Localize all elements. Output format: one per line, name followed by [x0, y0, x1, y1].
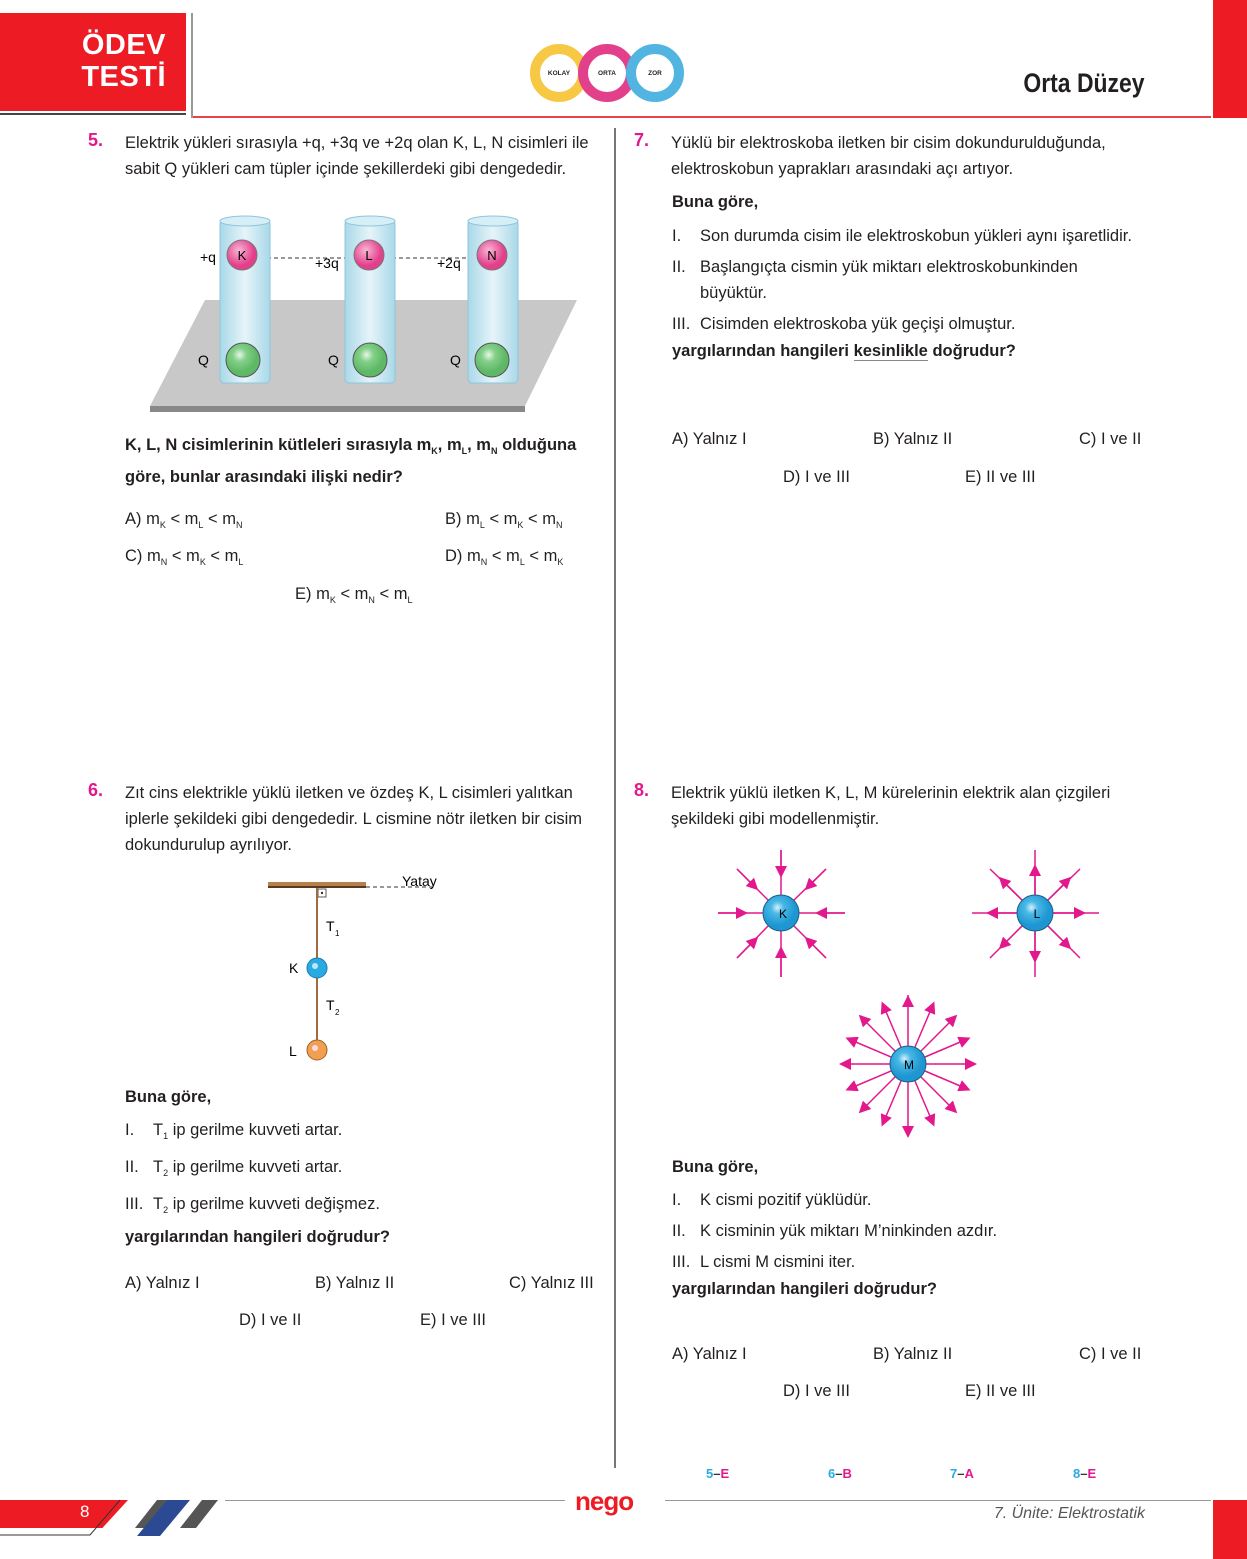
q6-options: [125, 1274, 600, 1334]
column-divider: [614, 128, 616, 1468]
option-a[interactable]: A) Yalnız I: [672, 430, 747, 448]
header-rule: [193, 116, 1211, 118]
svg-text:2: 2: [335, 1008, 340, 1017]
q8-body: [672, 1158, 1147, 1299]
tube-k: [198, 216, 270, 383]
option-e[interactable]: E) $m_K < m_N < m_L$: [295, 585, 413, 605]
pendulum-figure: [260, 870, 460, 1070]
svg-text:L: L: [1033, 907, 1041, 921]
option-a[interactable]: A) Yalnız I: [125, 1274, 200, 1292]
statement-2: II. Başlangıçta cismin yük miktarı elektroskobunkinden büyüktür.: [672, 258, 1078, 302]
option-d[interactable]: D) I ve II: [239, 1311, 302, 1329]
svg-text:K: K: [289, 960, 299, 976]
svg-text:Q: Q: [328, 352, 339, 368]
statement-1: I. $T_1$ ip gerilme kuvveti artar.: [125, 1121, 343, 1141]
question-stem: Elektrik yükleri sırasıyla +q, +3q ve +2q olan K, L, N cisimleri ile sabit Q yükleri cam tüpler içinde şekillerdeki gibi dengededir.: [125, 134, 589, 178]
option-d[interactable]: D) I ve III: [783, 468, 850, 486]
answer-key-6: 6–B: [828, 1466, 852, 1481]
svg-text:L: L: [365, 248, 373, 263]
svg-text:N: N: [487, 248, 497, 263]
question-text: yargılarından hangileri kesinlikle doğrudur?: [672, 342, 1016, 360]
q8-options: [672, 1345, 1147, 1405]
option-c[interactable]: C) I ve II: [1079, 430, 1142, 448]
q5-question: K, L, N cisimlerinin kütleleri sırasıyla $m_K$, $m_L$, $m_N$ olduğuna göre, bunlar arasındaki ilişki nedir?: [125, 436, 577, 486]
option-e[interactable]: E) I ve III: [420, 1311, 487, 1329]
question-number: 5.: [88, 130, 104, 150]
q7-options: [672, 430, 1147, 490]
lead-text: Buna göre,: [125, 1088, 212, 1106]
statement-3: III. L cismi M cismini iter.: [672, 1253, 856, 1271]
statement-2: II. $T_2$ ip gerilme kuvveti artar.: [125, 1158, 343, 1178]
emphasis-kesinlikle: kesinlikle: [853, 342, 928, 360]
answer-key-8: 8–E: [1073, 1466, 1097, 1481]
answer-key-7: 7–A: [950, 1466, 974, 1481]
option-e[interactable]: E) II ve III: [965, 1382, 1036, 1400]
svg-text:+q: +q: [200, 249, 216, 265]
badge-shadow: [0, 113, 186, 115]
footer-rule-left: [225, 1500, 565, 1501]
field-lines-figure: [700, 840, 1120, 1140]
option-b[interactable]: B) Yalnız II: [873, 1345, 953, 1363]
level-title: Orta Düzey: [1023, 68, 1145, 98]
answer-key-5: 5–E: [706, 1466, 730, 1481]
lead-text: Buna göre,: [672, 1158, 759, 1176]
option-d[interactable]: D) $m_N < m_L < m_K$: [445, 547, 564, 567]
badge-line1: ÖDEV: [81, 29, 166, 61]
lead-text: Buna göre,: [672, 193, 759, 211]
right-red-bar-top: [1213, 0, 1247, 118]
statement-3: III. Cisimden elektroskoba yük geçişi olmuştur.: [672, 315, 1016, 333]
option-b[interactable]: B) Yalnız II: [873, 430, 953, 448]
q6-body: [125, 1088, 600, 1247]
svg-text:K: K: [778, 907, 788, 921]
footer-rule-right: [665, 1500, 1211, 1501]
test-badge: [0, 13, 186, 111]
page-number: 8: [80, 1502, 90, 1521]
ring-zor: ZOR: [626, 44, 684, 102]
svg-text:K: K: [237, 248, 247, 263]
svg-text:+2q: +2q: [437, 255, 461, 271]
svg-text:Q: Q: [450, 352, 461, 368]
option-c[interactable]: C) $m_N < m_K < m_L$: [125, 547, 244, 567]
tubes-figure: [145, 210, 585, 420]
ring-orta: ORTA: [578, 44, 636, 102]
option-b[interactable]: B) Yalnız II: [315, 1274, 395, 1292]
badge-line2: TESTİ: [81, 61, 166, 93]
option-a[interactable]: A) $m_K < m_L < m_N$: [125, 510, 243, 530]
unit-title: 7. Ünite: Elektrostatik: [993, 1505, 1145, 1522]
q5-options: [125, 510, 600, 610]
svg-text:T: T: [326, 997, 335, 1013]
footer-stripes: [0, 1498, 230, 1538]
right-red-bar-bottom: [1213, 1500, 1247, 1559]
svg-text:T: T: [326, 918, 335, 934]
yatay-label: Yatay: [402, 873, 437, 889]
option-c[interactable]: C) I ve II: [1079, 1345, 1142, 1363]
difficulty-rings-logo: [520, 40, 700, 110]
question-text: yargılarından hangileri doğrudur?: [125, 1228, 390, 1246]
question-stem: Yüklü bir elektroskoba iletken bir cisim dokundurulduğunda, elektroskobun yaprakları arasındaki açı artıyor.: [671, 134, 1106, 178]
badge-divider: [191, 13, 193, 118]
tube-n: [437, 216, 518, 383]
question-number: 7.: [634, 130, 650, 150]
option-b[interactable]: B) $m_L < m_K < m_N$: [445, 510, 563, 530]
question-stem: Elektrik yüklü iletken K, L, M kürelerinin elektrik alan çizgileri şekildeki gibi modellenmiştir.: [671, 784, 1111, 828]
q7-body: [672, 193, 1147, 361]
svg-text:L: L: [289, 1043, 297, 1059]
question-stem: Zıt cins elektrikle yüklü iletken ve özdeş K, L cisimleri yalıtkan iplerle şekildeki gibi dengededir. L cismine nötr iletken bir cisim dokundurulup ayrılıyor.: [125, 784, 583, 854]
option-d[interactable]: D) I ve III: [783, 1382, 850, 1400]
option-c[interactable]: C) Yalnız III: [509, 1274, 594, 1292]
question-number: 8.: [634, 780, 650, 800]
svg-text:Q: Q: [198, 352, 209, 368]
publisher-logo: nego: [575, 1486, 634, 1516]
svg-text:1: 1: [335, 929, 340, 938]
ring-kolay: KOLAY: [530, 44, 588, 102]
question-number: 6.: [88, 780, 104, 800]
svg-text:+3q: +3q: [315, 255, 339, 271]
question-text: yargılarından hangileri doğrudur?: [672, 1280, 937, 1298]
option-a[interactable]: A) Yalnız I: [672, 1345, 747, 1363]
statement-2: II. K cisminin yük miktarı M’ninkinden azdır.: [672, 1222, 998, 1240]
option-e[interactable]: E) II ve III: [965, 468, 1036, 486]
statement-3: III. $T_2$ ip gerilme kuvveti değişmez.: [125, 1195, 380, 1215]
statement-1: I. K cismi pozitif yüklüdür.: [672, 1191, 872, 1209]
statement-1: I. Son durumda cisim ile elektroskobun yükleri aynı işaretlidir.: [672, 227, 1132, 245]
svg-text:M: M: [904, 1058, 914, 1072]
